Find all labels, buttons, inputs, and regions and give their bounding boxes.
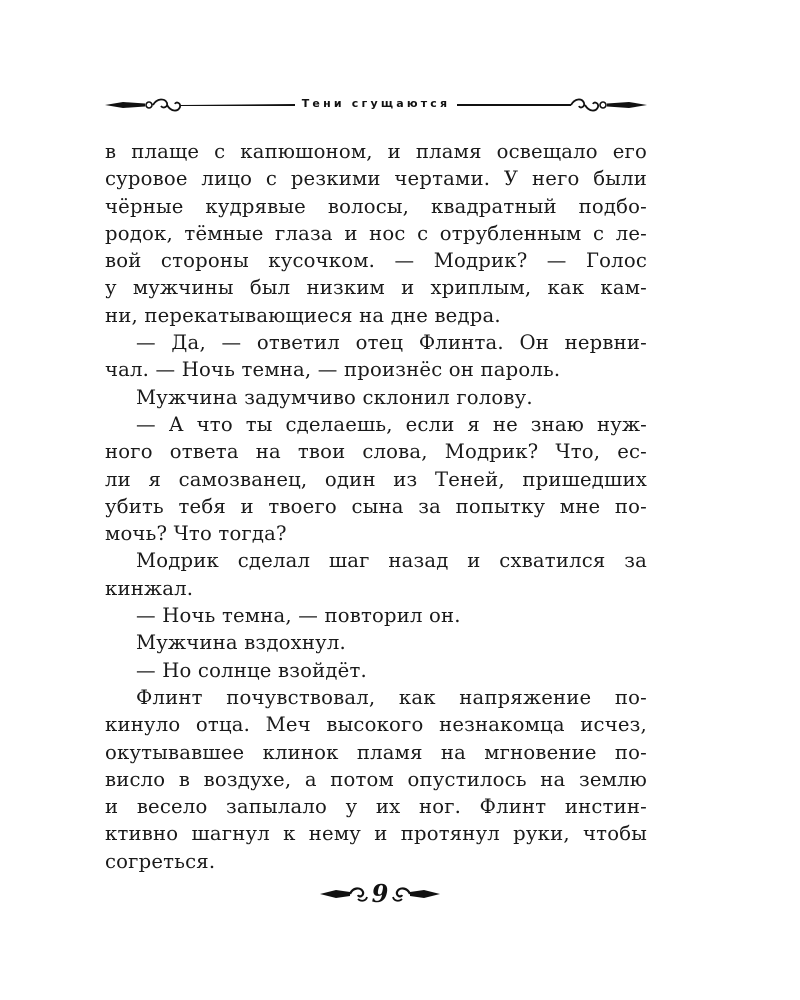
text-line: Мужчина задумчиво склонил голову. [136,385,533,409]
text-line: ни, перекатывающиеся на дне ведра. [105,303,501,327]
text-line: мочь? Что тогда? [105,522,287,546]
text-line: ли я самозванец, один из Теней, пришедших [105,467,647,491]
text-line: висло в воздухе, а потом опустилось на землю [105,767,647,791]
text-line: убить тебя и твоего сына за попытку мне по- [105,494,647,518]
text-line: окутывавшее клинок пламя на мгновение по- [105,740,647,764]
text-line: ктивно шагнул к нему и протянул руки, чтобы [105,822,647,846]
body-text [105,138,647,875]
text-line: Мужчина вздохнул. [136,631,346,655]
text-line: родок, тёмные глаза и нос с отрубленным с ле- [105,221,647,245]
text-line: — Ночь темна, — повторил он. [136,604,461,628]
text-line: Флинт почувствовал, как напряжение по- [136,685,647,709]
page-folio [320,880,440,908]
text-line: чёрные кудрявые волосы, квадратный подбо- [105,194,647,218]
text-line: кинуло отца. Меч высокого незнакомца исчез, [105,713,647,737]
text-line: ного ответа на твои слова, Модрик? Что, ес- [105,440,647,464]
text-line: согреться. [105,849,216,873]
text-line: — Но солнце взойдёт. [136,658,367,682]
text-line: в плаще с капюшоном, и пламя освещало его [105,140,647,163]
text-line: и весело запылало у их ног. Флинт инстин- [105,795,647,819]
running-head [105,93,647,117]
text-line: чал. — Ночь темна, — произнёс он пароль. [105,358,561,382]
text-line: кинжал. [105,576,194,600]
text-line: — А что ты сделаешь, если я не знаю нуж- [136,412,647,436]
text-line: — Да, — ответил отец Флинта. Он нервни- [136,331,647,355]
page-number: 9 [371,879,389,908]
text-line: у мужчины был низким и хриплым, как кам- [105,276,647,300]
text-line: вой стороны кусочком. — Модрик? — Голос [105,249,647,273]
text-line: суровое лицо с резкими чертами. У него были [105,167,647,191]
text-line: Модрик сделал шаг назад и схватился за [136,549,647,573]
running-title: Тени сгущаются [301,97,451,110]
